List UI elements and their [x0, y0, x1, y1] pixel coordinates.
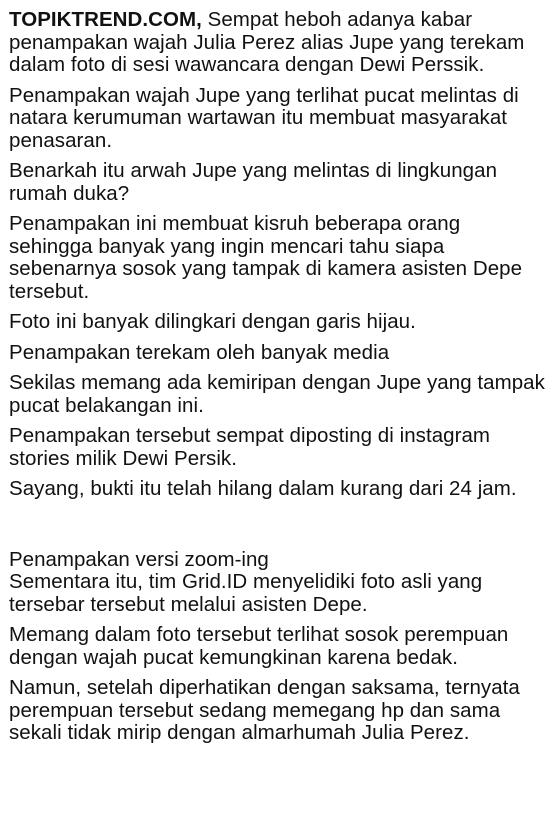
paragraph: Penampakan tersebut sempat diposting di instagram stories milik Dewi Persik.	[9, 424, 491, 470]
image-placeholder	[9, 509, 548, 549]
paragraph: Memang dalam foto tersebut terlihat sosok perempuan dengan wajah pucat kemungkinan karena bedak.	[9, 623, 509, 669]
paragraph: Sayang, bukti itu telah hilang dalam kurang dari 24 jam.	[9, 477, 517, 500]
paragraph: Sementara itu, tim Grid.ID menyelidiki foto asli yang tersebar tersebut melalui asisten Depe.	[9, 570, 483, 616]
lead-text: Sempat heboh adanya kabar penampakan wajah Julia Perez alias Jupe yang terekam dalam foto di sesi wawancara dengan Dewi Perssik.	[9, 8, 525, 76]
paragraph: Benarkah itu arwah Jupe yang melintas di lingkungan rumah duka?	[9, 159, 498, 205]
source-label: TOPIKTREND.COM,	[9, 8, 202, 31]
paragraph: Penampakan wajah Jupe yang terlihat pucat melintas di natara kerumuman wartawan itu membuat masyarakat penasaran.	[9, 83, 519, 152]
paragraph: Sekilas memang ada kemiripan dengan Jupe yang tampak pucat belakangan ini.	[9, 371, 545, 417]
paragraph: Penampakan ini membuat kisruh beberapa orang sehingga banyak yang ingin mencari tahu siapa sebenarnya sosok yang tampak di kamera asisten Depe tersebut.	[9, 212, 523, 303]
lead-paragraph	[9, 9, 548, 77]
image-caption: Penampakan versi zoom-ing	[9, 547, 269, 571]
paragraph: Penampakan terekam oleh banyak media	[9, 340, 390, 364]
paragraph: Foto ini banyak dilingkari dengan garis hijau.	[9, 310, 416, 333]
paragraph: Namun, setelah diperhatikan dengan saksama, ternyata perempuan tersebut sedang memegang hp dan sama sekali tidak mirip dengan almarhumah Julia Perez.	[9, 676, 520, 744]
